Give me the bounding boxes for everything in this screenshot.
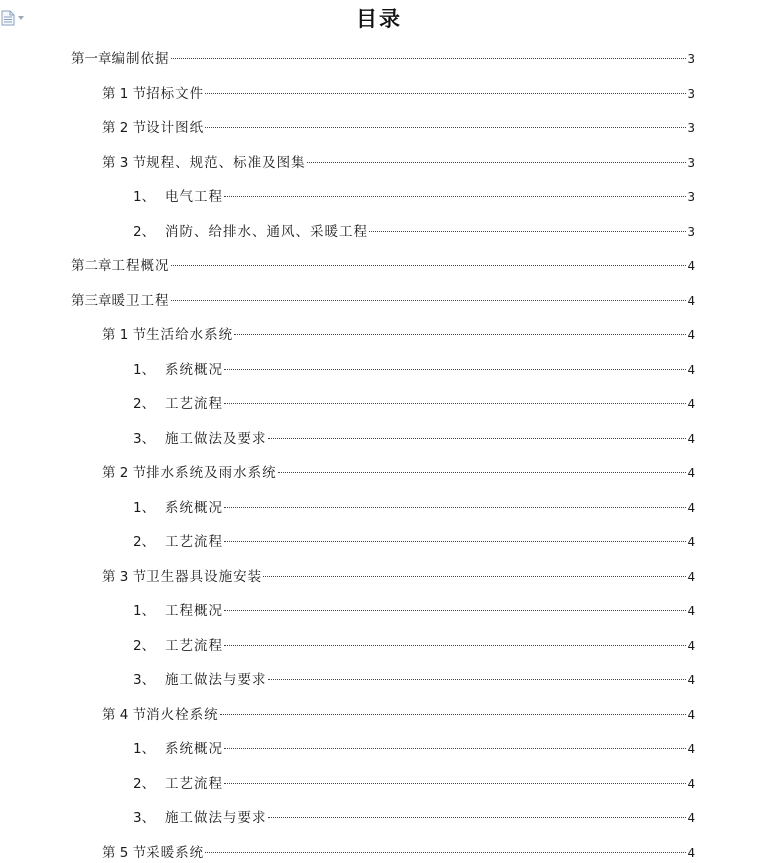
toc-entry-number: 1、 xyxy=(133,499,156,516)
toc-entry-number: 3、 xyxy=(133,810,156,826)
toc-page-number: 3 xyxy=(687,154,695,170)
dot-leader xyxy=(224,748,686,749)
dot-leader xyxy=(224,369,686,370)
toc-entry[interactable] xyxy=(71,256,695,276)
toc-entry[interactable] xyxy=(71,49,695,69)
dot-leader xyxy=(234,334,686,335)
toc-page-number: 4 xyxy=(687,568,695,584)
toc-entry-title: 工程概况 xyxy=(165,603,223,619)
toc-page-number: 4 xyxy=(687,741,695,756)
toc-entry-title: 电气工程 xyxy=(165,189,223,205)
toc-page-number: 4 xyxy=(687,534,695,549)
toc-entry[interactable] xyxy=(102,118,695,138)
toc-entry-number: 第 1 节 xyxy=(102,327,147,343)
toc-entry-title: 消火栓系统 xyxy=(146,706,219,723)
toc-page-number: 4 xyxy=(687,499,695,515)
toc-entry-title: 系统概况 xyxy=(165,499,223,516)
dot-leader xyxy=(268,817,687,818)
dot-leader xyxy=(205,127,686,128)
toc-page-number: 4 xyxy=(687,603,695,618)
toc-entry-number: 2、 xyxy=(133,396,156,412)
toc-page-number: 4 xyxy=(687,775,695,791)
toc-entry-title: 暖卫工程 xyxy=(111,292,170,309)
toc-entry[interactable] xyxy=(133,394,695,414)
toc-entry-number: 第二章 xyxy=(71,258,112,274)
dot-leader xyxy=(278,472,687,473)
toc-page-number: 3 xyxy=(687,85,695,101)
dot-leader xyxy=(268,679,687,680)
dot-leader xyxy=(263,576,686,577)
toc-entry-title: 生活给水系统 xyxy=(146,327,234,343)
toc-entry-number: 3、 xyxy=(133,430,156,447)
dot-leader xyxy=(224,783,686,784)
toc-entry[interactable] xyxy=(71,291,695,311)
toc-entry[interactable] xyxy=(102,325,695,345)
toc-entry-title: 施工做法与要求 xyxy=(165,810,267,826)
toc-entry[interactable] xyxy=(102,705,695,725)
toc-page-number: 4 xyxy=(687,810,695,825)
toc-entry-title: 工艺流程 xyxy=(165,637,223,654)
dot-leader xyxy=(307,162,687,163)
dot-leader xyxy=(171,265,687,266)
toc-entry[interactable] xyxy=(102,153,695,173)
dot-leader xyxy=(171,58,687,59)
toc-entry-title: 系统概况 xyxy=(165,361,223,378)
toc-entry-number: 第 2 节 xyxy=(102,465,147,481)
dot-leader xyxy=(205,93,686,94)
toc-page-number: 4 xyxy=(687,327,695,342)
toc-entry-title: 工程概况 xyxy=(111,258,170,274)
toc-entry[interactable] xyxy=(133,636,695,656)
dot-leader xyxy=(369,231,686,232)
toc-entry-title: 工艺流程 xyxy=(165,396,223,412)
toc-page-number: 4 xyxy=(687,637,695,653)
toc-entry-title: 排水系统及雨水系统 xyxy=(146,465,277,481)
toc-entry-title: 消防、给排水、通风、采暖工程 xyxy=(165,223,368,240)
toc-entry-number: 1、 xyxy=(133,603,156,619)
toc-entry-number: 1、 xyxy=(133,361,156,378)
page-title: 目录 xyxy=(356,6,402,31)
toc-entry[interactable] xyxy=(102,567,695,587)
toc-entry[interactable] xyxy=(102,84,695,104)
toc-entry-number: 第 3 节 xyxy=(102,154,147,171)
dot-leader xyxy=(171,300,687,301)
toc-entry-number: 第 3 节 xyxy=(102,568,147,585)
toc-page-number: 3 xyxy=(687,120,695,135)
dot-leader xyxy=(224,507,686,508)
toc-entry[interactable] xyxy=(133,429,695,449)
toc-entry[interactable] xyxy=(133,739,695,759)
toc-entry-title: 采暖系统 xyxy=(146,844,205,861)
dot-leader xyxy=(268,438,687,439)
toc-entry[interactable] xyxy=(133,187,695,207)
toc-entry[interactable] xyxy=(102,463,695,483)
toc-entry[interactable] xyxy=(133,808,695,828)
toc-entry[interactable] xyxy=(133,774,695,794)
toc-entry-number: 第三章 xyxy=(71,292,112,309)
toc-page-number: 3 xyxy=(687,51,695,66)
toc-entry[interactable] xyxy=(133,360,695,380)
toc-entry-title: 招标文件 xyxy=(146,85,205,102)
toc-entry-title: 编制依据 xyxy=(111,51,170,67)
toc-entry-number: 第一章 xyxy=(71,51,112,67)
toc-entry-number: 1、 xyxy=(133,189,156,205)
toc-page-number: 4 xyxy=(687,672,695,687)
toc-page-number: 4 xyxy=(687,396,695,411)
toc-entry-number: 2、 xyxy=(133,534,156,550)
toc-page-number: 4 xyxy=(687,361,695,377)
toc-entry[interactable] xyxy=(133,222,695,242)
dot-leader xyxy=(205,852,686,853)
dot-leader xyxy=(224,645,686,646)
toc-page-number: 4 xyxy=(687,706,695,722)
toc-entry-title: 施工做法与要求 xyxy=(165,672,267,688)
toc-entry[interactable] xyxy=(102,843,695,863)
toc-page-number: 4 xyxy=(687,465,695,480)
toc-page-number: 4 xyxy=(687,430,695,446)
toc-entry-number: 2、 xyxy=(133,637,156,654)
toc-entry[interactable] xyxy=(133,670,695,690)
toc-entry-title: 工艺流程 xyxy=(165,534,223,550)
toc-page-number: 3 xyxy=(687,189,695,204)
table-of-contents xyxy=(0,43,779,859)
toc-page-number: 3 xyxy=(687,223,695,239)
toc-page-number: 4 xyxy=(687,258,695,273)
toc-entry[interactable] xyxy=(133,601,695,621)
toc-entry-number: 第 2 节 xyxy=(102,120,147,136)
dot-leader xyxy=(224,610,686,611)
toc-page-number: 4 xyxy=(687,844,695,860)
toc-entry-number: 第 1 节 xyxy=(102,85,147,102)
toc-entry-number: 第 4 节 xyxy=(102,706,147,723)
dot-leader xyxy=(224,196,686,197)
toc-entry-number: 第 5 节 xyxy=(102,844,147,861)
toc-entry-number: 3、 xyxy=(133,672,156,688)
toc-entry-title: 设计图纸 xyxy=(146,120,205,136)
toc-entry-number: 2、 xyxy=(133,223,156,240)
toc-entry-number: 1、 xyxy=(133,741,156,757)
toc-entry-title: 规程、规范、标准及图集 xyxy=(146,154,306,171)
dot-leader xyxy=(220,714,687,715)
toc-page-number: 4 xyxy=(687,292,695,308)
toc-entry-title: 工艺流程 xyxy=(165,775,223,792)
dot-leader xyxy=(224,541,686,542)
dot-leader xyxy=(224,403,686,404)
toc-entry-title: 系统概况 xyxy=(165,741,223,757)
toc-entry-number: 2、 xyxy=(133,775,156,792)
toc-entry[interactable] xyxy=(133,498,695,518)
toc-entry-title: 施工做法及要求 xyxy=(165,430,267,447)
toc-entry[interactable] xyxy=(133,532,695,552)
toc-entry-title: 卫生器具设施安装 xyxy=(146,568,263,585)
